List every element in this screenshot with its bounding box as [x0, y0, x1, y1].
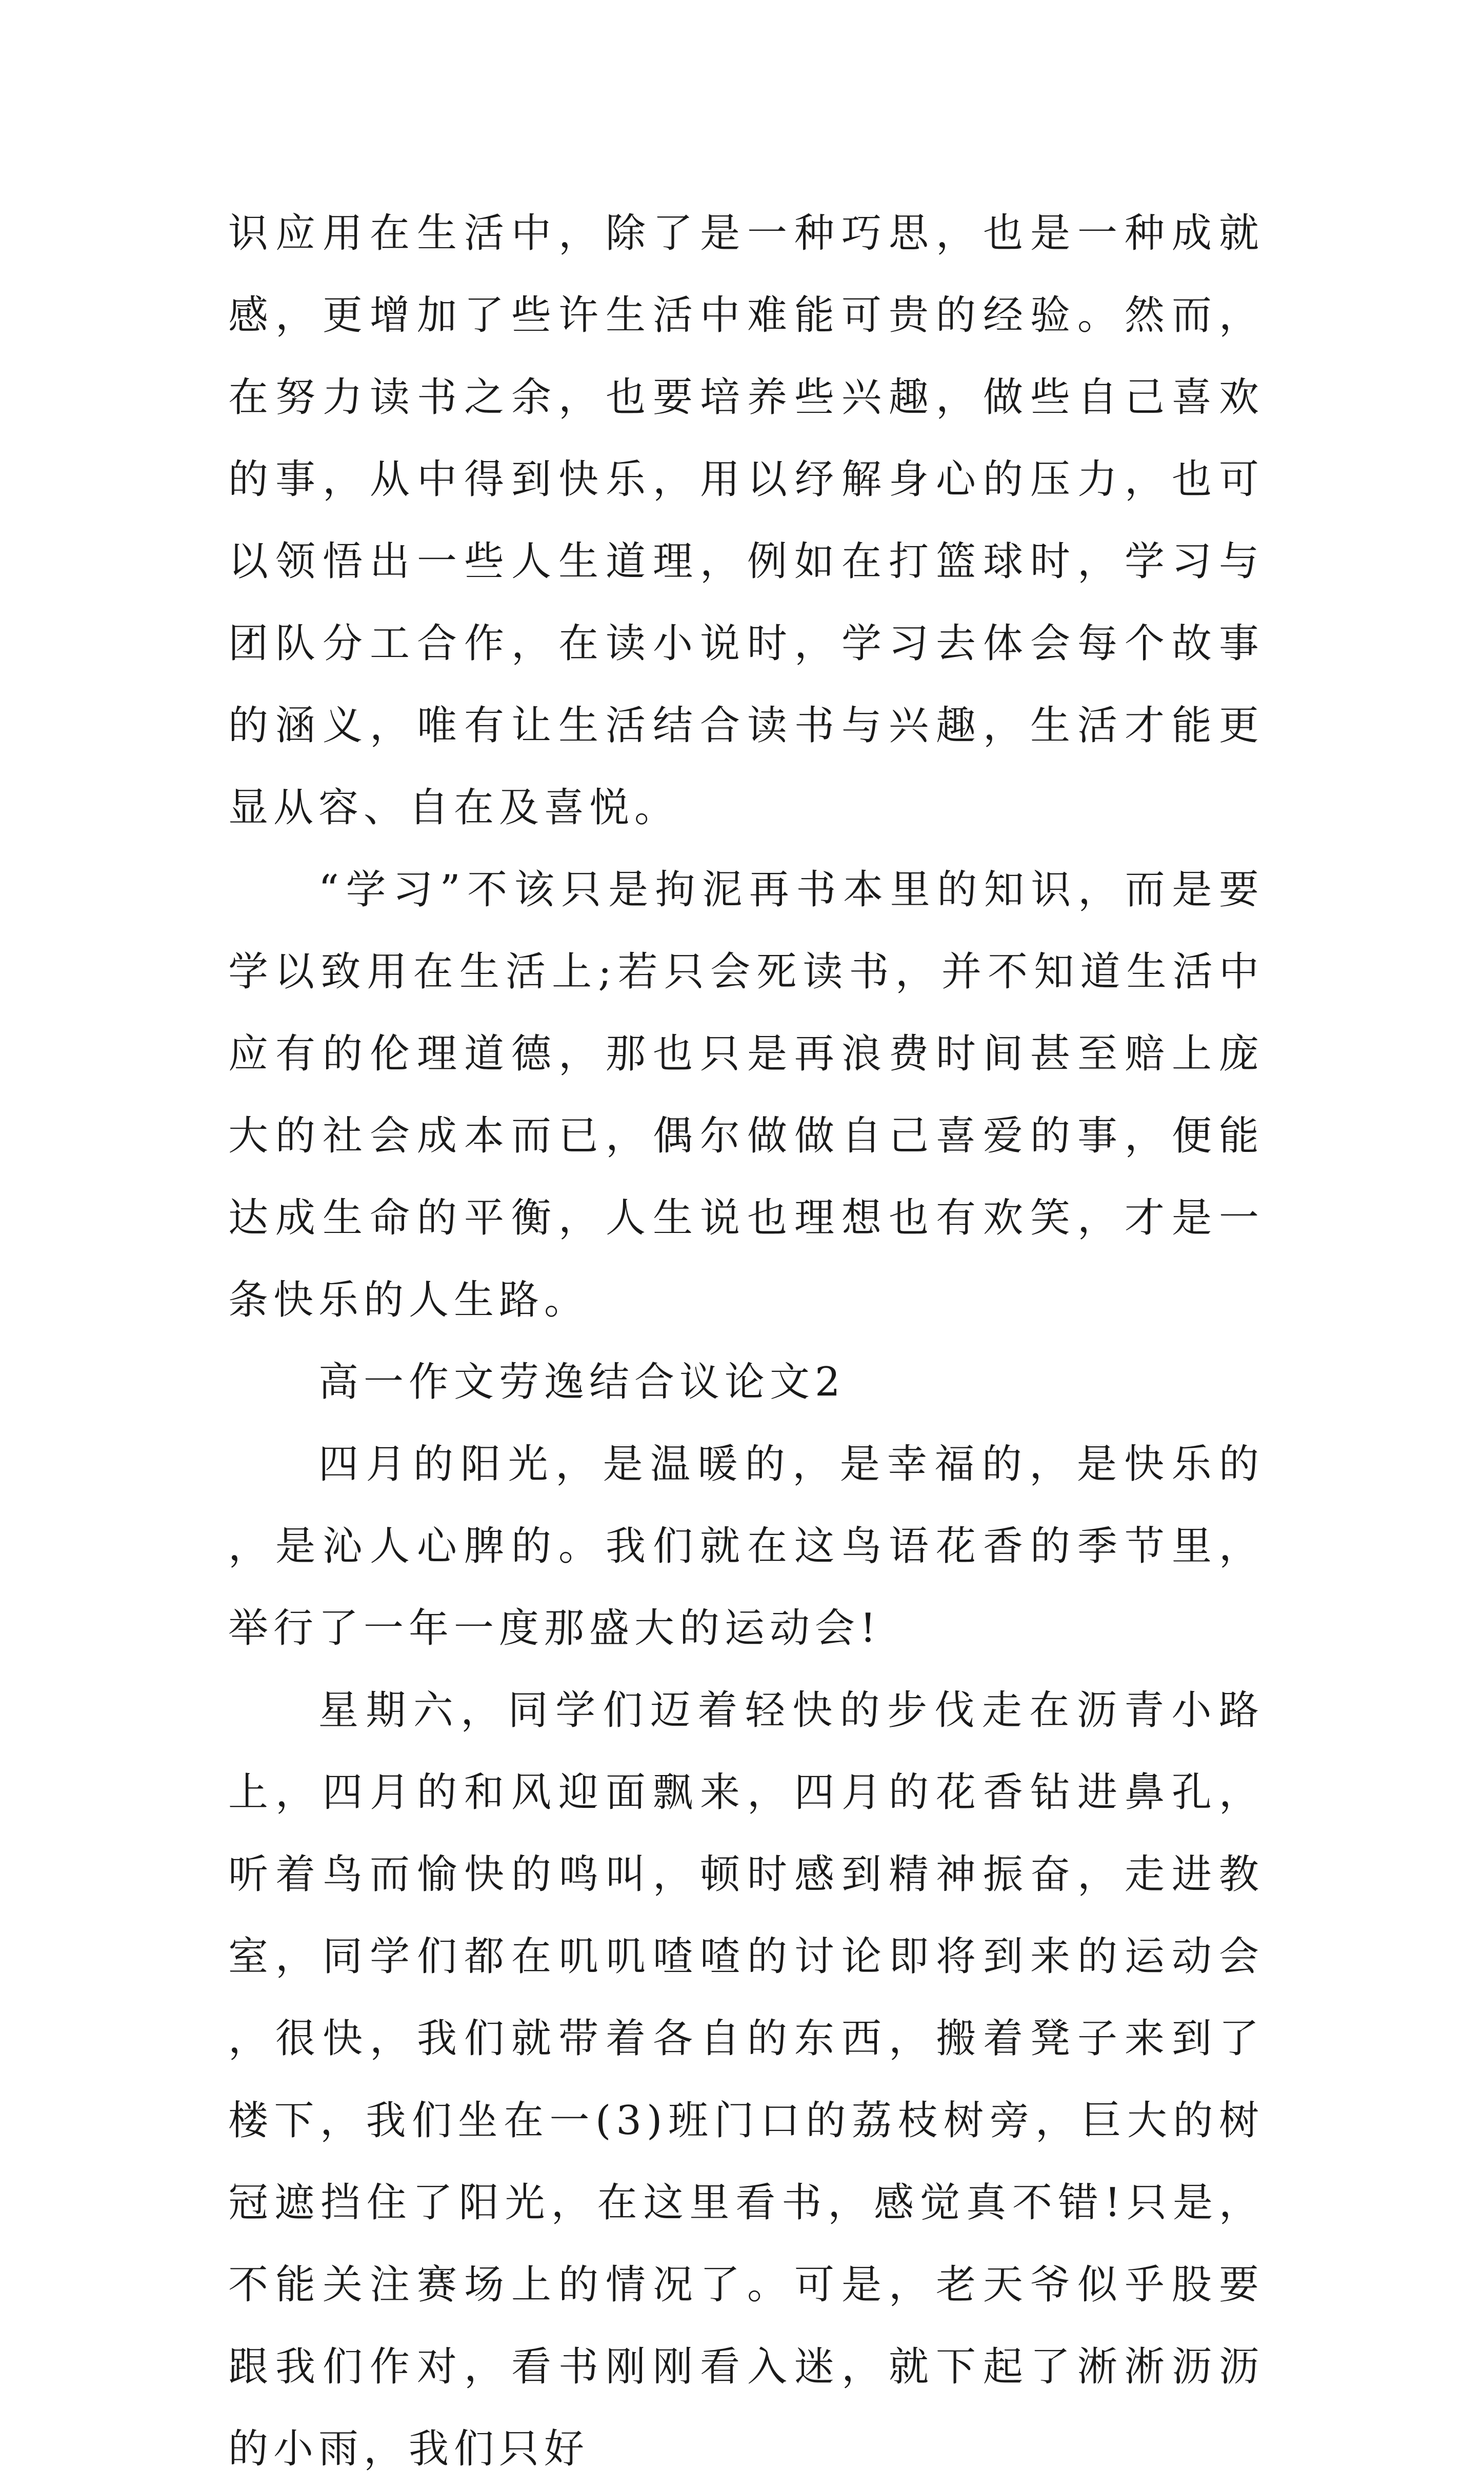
essay-title: 高一作文劳逸结合议论文2 — [318, 1359, 846, 1405]
paragraph-learning: “学习”不该只是拘泥再书本里的知识，而是要学以致用在生活上;若只会死读书，并不知道生活中应有的伦理道德，那也只是再浪费时间甚至赔上庞大的社会成本而已，偶尔做做自己喜爱的事，便能达成生命的平衡，人生说也理想也有欢笑，才是一条快乐的人生路。 — [228, 867, 1264, 1323]
document-body — [228, 192, 1264, 2490]
paragraph-continuation: 识应用在生活中，除了是一种巧思，也是一种成就感，更增加了些许生活中难能可贵的经验。然而，在努力读书之余，也要培养些兴趣，做些自己喜欢的事，从中得到快乐，用以纾解身心的压力，也可以领悟出一些人生道理，例如在打篮球时，学习与团队分工合作，在读小说时，学习去体会每个故事的涵义，唯有让生活结合读书与兴趣，生活才能更显从容、自在及喜悦。 — [228, 210, 1264, 831]
paragraph-april-sunshine: 四月的阳光，是温暖的，是幸福的，是快乐的，是沁人心脾的。我们就在这鸟语花香的季节里，举行了一年一度那盛大的运动会! — [228, 1441, 1264, 1651]
paragraph-saturday: 星期六，同学们迈着轻快的步伐走在沥青小路上，四月的和风迎面飘来，四月的花香钻进鼻孔，听着鸟而愉快的鸣叫，顿时感到精神振奋，走进教室，同学们都在叽叽喳喳的讨论即将到来的运动会，很快，我们就带着各自的东西，搬着凳子来到了楼下，我们坐在一(3)班门口的荔枝树旁，巨大的树冠遮挡住了阳光，在这里看书，感觉真不错!只是，不能关注赛场上的情况了。可是，老天爷似乎股要跟我们作对，看书刚刚看入迷，就下起了淅淅沥沥的小雨，我们只好 — [228, 1687, 1264, 2472]
